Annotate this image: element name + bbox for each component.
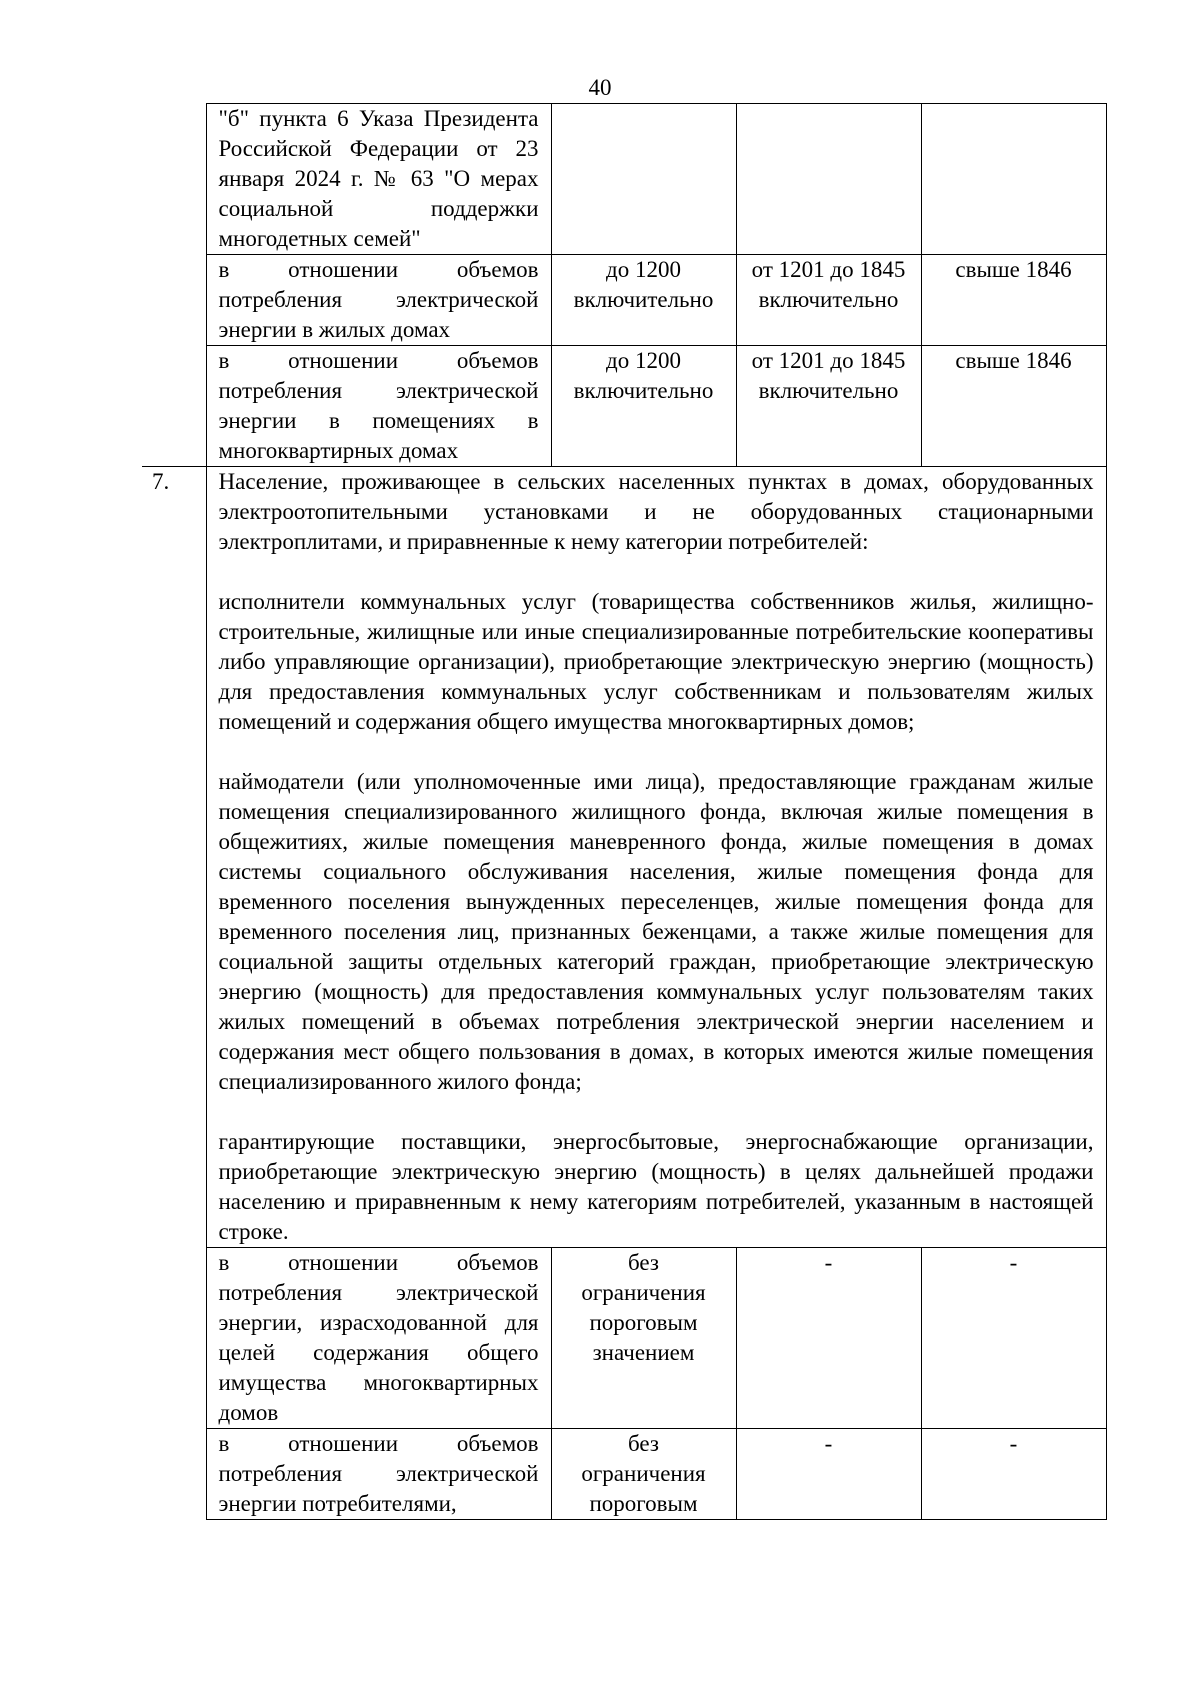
row-description bbox=[206, 1429, 551, 1520]
table-row bbox=[142, 1248, 1106, 1429]
row-description bbox=[206, 1248, 551, 1429]
row-description bbox=[206, 346, 551, 467]
section-paragraph-3: наймодатели (или уполномоченные ими лица), предоставляющие гражданам жилые помещения специализированного жилищного фонда, включая жилые помещения в общежитиях, жилые помещения маневренного фонда, жилые помещения в домах системы социального обслуживания населения, жилые помещения фонда для временного поселения вынужденных переселенцев, жилые помещения фонда для временного поселения лиц, признанных беженцами, а также жилые помещения для социальной защиты отдельных категорий граждан, приобретающие электрическую энергию (мощность) для предоставления коммунальных услуг пользователям таких жилых помещений в объемах потребления электрической энергии населением и содержания мест общего пользования в домах, в которых имеются жилые помещения специализированного жилого фонда; bbox=[218, 769, 1094, 1094]
section-row bbox=[142, 467, 1106, 1248]
tariff-table bbox=[142, 103, 1107, 1520]
row-number-cell bbox=[142, 255, 206, 346]
section-paragraph-4: гарантирующие поставщики, энергосбытовые, энергоснабжающие организации, приобретающие электрическую энергию (мощность) в целях дальнейшей продажи населению и приравненным к нему категориям потребителей, указанным в настоящей строке. bbox=[218, 1129, 1094, 1244]
range-cell-3: свыше 1846 bbox=[921, 255, 1106, 346]
range-cell-3: - bbox=[921, 1429, 1106, 1520]
row-description-text: в отношении объемов потребления электрической энергии, израсходованной для целей содержания общего имущества многоквартирных домов bbox=[218, 1250, 539, 1425]
section-paragraph-1: Население, проживающее в сельских населенных пунктах в домах, оборудованных электроотопительными установками и не оборудованных стационарными электроплитами, и приравненные к нему категории потребителей: bbox=[218, 469, 1094, 554]
page-number: 40 bbox=[588, 75, 612, 100]
section-text-cell bbox=[206, 467, 1106, 1248]
section-paragraph-2: исполнители коммунальных услуг (товарищества собственников жилья, жилищно-строительные, жилищные или иные специализированные потребительские кооперативы либо управляющие организации), приобретающие электрическую энергию (мощность) для предоставления коммунальных услуг собственникам и пользователям жилых помещений и содержания общего имущества многоквартирных домов; bbox=[218, 589, 1094, 734]
range-cell-1: без ограничения пороговым bbox=[551, 1429, 736, 1520]
range-cell-2 bbox=[736, 104, 921, 255]
row-description-text: в отношении объемов потребления электрической энергии в помещениях в многоквартирных домах bbox=[218, 348, 539, 463]
row-number-cell bbox=[142, 346, 206, 467]
row-description-text: в отношении объемов потребления электрической энергии потребителями, bbox=[218, 1431, 539, 1516]
row-description-text: в отношении объемов потребления электрической энергии в жилых домах bbox=[218, 257, 539, 342]
row-description bbox=[206, 255, 551, 346]
table-row bbox=[142, 104, 1106, 255]
row-description-text: "б" пункта 6 Указа Президента Российской Федерации от 23 января 2024 г. № 63 "О мерах социальной поддержки многодетных семей" bbox=[218, 106, 539, 251]
row-number-cell bbox=[142, 104, 206, 255]
range-cell-1 bbox=[551, 104, 736, 255]
range-cell-1: до 1200 включительно bbox=[551, 346, 736, 467]
table-row bbox=[142, 1429, 1106, 1520]
table-row bbox=[142, 346, 1106, 467]
range-cell-1: до 1200 включительно bbox=[551, 255, 736, 346]
range-cell-2: от 1201 до 1845 включительно bbox=[736, 346, 921, 467]
range-cell-3: - bbox=[921, 1248, 1106, 1429]
table-row bbox=[142, 255, 1106, 346]
range-cell-3: свыше 1846 bbox=[921, 346, 1106, 467]
range-cell-2: от 1201 до 1845 включительно bbox=[736, 255, 921, 346]
range-cell-3 bbox=[921, 104, 1106, 255]
range-cell-1: без ограничения пороговым значением bbox=[551, 1248, 736, 1429]
row-description bbox=[206, 104, 551, 255]
row-number-cell bbox=[142, 1429, 206, 1520]
range-cell-2: - bbox=[736, 1248, 921, 1429]
row-number-cell bbox=[142, 1248, 206, 1429]
range-cell-2: - bbox=[736, 1429, 921, 1520]
section-number: 7. bbox=[142, 467, 206, 1248]
